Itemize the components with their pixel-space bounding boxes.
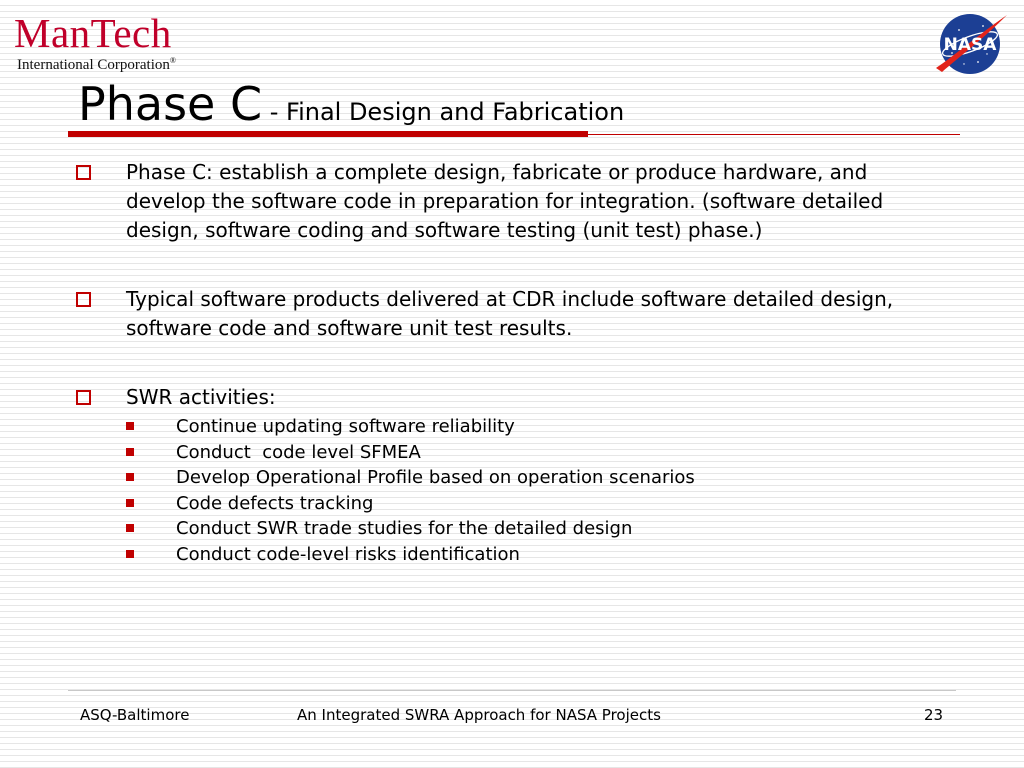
sub-bullet-item <box>126 440 926 466</box>
logo-registered-mark: ® <box>169 56 176 65</box>
hollow-square-bullet-icon <box>76 165 91 180</box>
sub-bullet-text: Continue updating software reliability <box>176 416 515 437</box>
hollow-square-bullet-icon <box>76 390 91 405</box>
bullet-text: Typical software products delivered at CDR include software detailed design, software code and software unit test results. <box>126 287 894 340</box>
bullet-item <box>76 285 926 343</box>
slide-content <box>76 158 926 567</box>
bullet-item <box>76 158 926 245</box>
filled-square-bullet-icon <box>126 422 134 430</box>
sub-bullet-item <box>126 491 926 517</box>
filled-square-bullet-icon <box>126 524 134 532</box>
filled-square-bullet-icon <box>126 499 134 507</box>
sub-bullet-text: Code defects tracking <box>176 492 374 514</box>
filled-square-bullet-icon <box>126 473 134 481</box>
sub-bullet-text: Conduct code level SFMEA <box>176 441 421 463</box>
mantech-logo <box>14 12 176 72</box>
title-subtitle: - Final Design and Fabrication <box>262 98 625 126</box>
page-number: 23 <box>924 706 944 724</box>
filled-square-bullet-icon <box>126 550 134 558</box>
sub-bullet-text: Develop Operational Profile based on operation scenarios <box>176 467 695 488</box>
title-rule-thick <box>68 131 588 137</box>
sub-bullet-text: Conduct SWR trade studies for the detailed design <box>176 518 633 539</box>
nasa-logo-text: NASA <box>943 35 997 55</box>
title-rule-thin <box>588 134 960 135</box>
logo-subtitle <box>17 54 176 72</box>
bullet-item <box>76 383 926 567</box>
sub-bullet-item <box>126 516 926 542</box>
sub-bullet-item <box>126 542 926 568</box>
logo-name: ManTech <box>14 10 172 56</box>
bullet-text: Phase C: establish a complete design, fabricate or produce hardware, and develop the software code in preparation for integration. (software detailed design, software coding and software testing (unit test) phase.) <box>126 160 884 242</box>
sub-bullet-item <box>126 414 926 440</box>
nasa-logo-icon <box>930 6 1010 82</box>
sub-bullet-text: Conduct code-level risks identification <box>176 543 520 565</box>
bullet-text: SWR activities: <box>126 385 276 409</box>
sub-bullet-list <box>126 414 926 567</box>
footer-left: ASQ-Baltimore <box>80 706 190 724</box>
footer-title: An Integrated SWRA Approach for NASA Projects <box>297 706 661 724</box>
title-main: Phase C <box>78 77 263 131</box>
logo-subtitle-text: International Corporation <box>17 57 170 73</box>
footer-divider <box>68 690 956 691</box>
hollow-square-bullet-icon <box>76 292 91 307</box>
sub-bullet-item <box>126 465 926 491</box>
filled-square-bullet-icon <box>126 448 134 456</box>
